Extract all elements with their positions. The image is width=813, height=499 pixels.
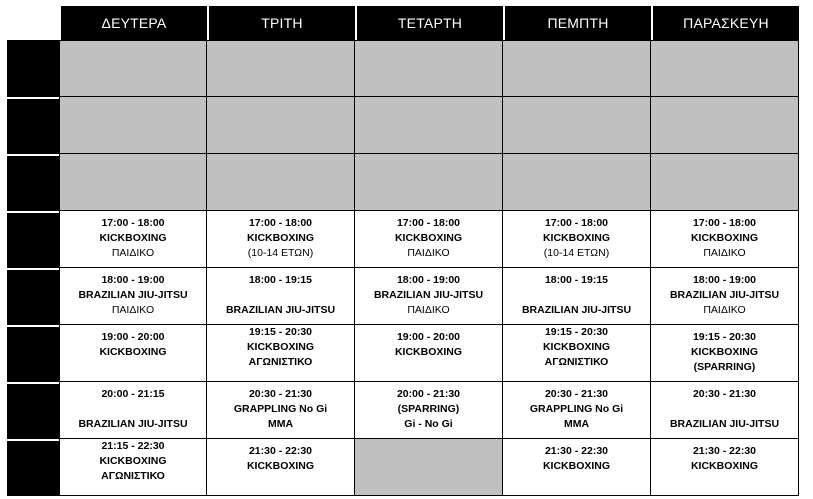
day-header: ΤΡΙΤΗ bbox=[207, 6, 355, 40]
class-time: 20:00 - 21:30 bbox=[396, 388, 461, 400]
class-detail: KICKBOXING bbox=[99, 346, 167, 358]
class-detail: ΠΑΙΔΙΚΟ bbox=[407, 304, 450, 316]
empty-slot bbox=[59, 154, 207, 211]
class-time: 21:30 - 22:30 bbox=[692, 445, 757, 457]
class-slot bbox=[207, 268, 355, 325]
class-detail: ΠΑΙΔΙΚΟ bbox=[703, 247, 746, 259]
class-slot bbox=[355, 382, 503, 439]
empty-slot bbox=[355, 97, 503, 154]
class-time: 18:00 - 19:15 bbox=[248, 274, 313, 286]
class-detail: KICKBOXING bbox=[690, 346, 759, 358]
class-time: 21:30 - 22:30 bbox=[544, 445, 609, 457]
class-detail: KICKBOXING bbox=[99, 455, 167, 467]
class-detail: ΠΑΙΔΙΚΟ bbox=[111, 247, 155, 259]
class-detail: BRAZILIAN JIU-JITSU bbox=[669, 289, 780, 301]
class-detail: KICKBOXING bbox=[690, 460, 759, 472]
row-label-block bbox=[7, 382, 59, 439]
class-time: 17:00 - 18:00 bbox=[544, 217, 609, 229]
day-header: ΠΕΜΠΤΗ bbox=[503, 6, 651, 40]
class-slot bbox=[207, 439, 355, 496]
class-detail: KICKBOXING bbox=[690, 232, 759, 244]
empty-slot bbox=[355, 40, 503, 97]
row-label-block bbox=[7, 439, 59, 496]
empty-slot bbox=[207, 40, 355, 97]
class-detail: ΠΑΙΔΙΚΟ bbox=[407, 247, 450, 259]
class-detail: BRAZILIAN JIU-JITSU bbox=[78, 289, 188, 301]
class-time: 17:00 - 18:00 bbox=[396, 217, 461, 229]
empty-slot bbox=[503, 97, 651, 154]
class-detail: ΠΑΙΔΙΚΟ bbox=[111, 304, 155, 316]
class-detail: KICKBOXING bbox=[246, 232, 315, 244]
class-time: 18:00 - 19:00 bbox=[692, 274, 757, 286]
class-detail: BRAZILIAN JIU-JITSU bbox=[78, 418, 188, 430]
class-time: 18:00 - 19:00 bbox=[396, 274, 461, 286]
class-detail: (10-14 ΕΤΩΝ) bbox=[543, 247, 610, 259]
class-detail: MMA bbox=[267, 418, 294, 430]
class-time: 17:00 - 18:00 bbox=[101, 217, 165, 229]
class-time: 21:15 - 22:30 bbox=[101, 440, 165, 452]
class-detail: KICKBOXING bbox=[542, 460, 611, 472]
class-time: 19:15 - 20:30 bbox=[692, 331, 757, 343]
row-label-block bbox=[7, 40, 59, 97]
row-label-block bbox=[7, 211, 59, 268]
class-detail: ΑΓΩΝΙΣΤΙΚΟ bbox=[248, 356, 313, 368]
class-time: 18:00 - 19:15 bbox=[544, 274, 609, 286]
class-slot bbox=[207, 325, 355, 382]
empty-slot bbox=[651, 154, 799, 211]
class-time: 19:15 - 20:30 bbox=[248, 326, 313, 338]
class-detail: GRAPPLING No Gi bbox=[233, 403, 328, 415]
class-slot bbox=[59, 439, 207, 496]
empty-slot bbox=[651, 40, 799, 97]
class-slot bbox=[651, 439, 799, 496]
empty-slot bbox=[207, 97, 355, 154]
row-label-block bbox=[7, 325, 59, 382]
class-detail: KICKBOXING bbox=[394, 232, 463, 244]
row-label-block bbox=[7, 268, 59, 325]
class-detail: Gi - No Gi bbox=[404, 418, 453, 430]
class-time: 19:00 - 20:00 bbox=[396, 331, 461, 343]
class-slot bbox=[503, 382, 651, 439]
day-header: ΠΑΡΑΣΚΕΥΗ bbox=[651, 6, 799, 40]
class-time: 19:15 - 20:30 bbox=[544, 326, 609, 338]
empty-slot bbox=[503, 154, 651, 211]
class-detail: KICKBOXING bbox=[99, 232, 167, 244]
class-detail: BRAZILIAN JIU-JITSU bbox=[373, 289, 484, 301]
empty-slot bbox=[59, 97, 207, 154]
empty-slot bbox=[503, 40, 651, 97]
class-detail: GRAPPLING No Gi bbox=[529, 403, 624, 415]
class-detail: KICKBOXING bbox=[246, 341, 315, 353]
day-header: ΔΕΥΤΕΡΑ bbox=[59, 6, 207, 40]
class-slot bbox=[59, 268, 207, 325]
class-detail: KICKBOXING bbox=[246, 460, 315, 472]
class-slot bbox=[503, 211, 651, 268]
empty-slot bbox=[355, 154, 503, 211]
weekly-schedule-table bbox=[7, 6, 799, 496]
class-slot bbox=[651, 211, 799, 268]
class-slot bbox=[355, 268, 503, 325]
class-slot bbox=[59, 325, 207, 382]
class-slot bbox=[59, 382, 207, 439]
class-time: 20:30 - 21:30 bbox=[248, 388, 313, 400]
empty-slot bbox=[59, 40, 207, 97]
class-detail: ΠΑΙΔΙΚΟ bbox=[703, 304, 746, 316]
empty-slot bbox=[651, 97, 799, 154]
empty-slot bbox=[355, 439, 503, 496]
day-header: ΤΕΤΑΡΤΗ bbox=[355, 6, 503, 40]
class-detail: (SPARRING) bbox=[397, 403, 460, 415]
class-slot bbox=[503, 325, 651, 382]
table-corner bbox=[7, 6, 59, 40]
class-slot bbox=[59, 211, 207, 268]
class-time: 18:00 - 19:00 bbox=[101, 274, 165, 286]
class-time: 20:30 - 21:30 bbox=[692, 388, 757, 400]
class-detail: BRAZILIAN JIU-JITSU bbox=[225, 304, 336, 316]
class-time: 17:00 - 18:00 bbox=[248, 217, 313, 229]
class-slot bbox=[503, 439, 651, 496]
class-time: 20:30 - 21:30 bbox=[544, 388, 609, 400]
class-slot bbox=[503, 268, 651, 325]
row-label-block bbox=[7, 97, 59, 154]
class-detail: (10-14 ΕΤΩΝ) bbox=[247, 247, 314, 259]
class-detail: KICKBOXING bbox=[542, 341, 611, 353]
class-slot bbox=[355, 211, 503, 268]
class-slot bbox=[207, 211, 355, 268]
class-slot bbox=[651, 325, 799, 382]
class-time: 17:00 - 18:00 bbox=[692, 217, 757, 229]
class-detail: KICKBOXING bbox=[542, 232, 611, 244]
class-time: 21:30 - 22:30 bbox=[248, 445, 313, 457]
class-time: 20:00 - 21:15 bbox=[101, 388, 165, 400]
class-detail: KICKBOXING bbox=[394, 346, 463, 358]
class-slot bbox=[355, 325, 503, 382]
class-slot bbox=[207, 382, 355, 439]
class-time: 19:00 - 20:00 bbox=[101, 331, 165, 343]
class-detail: ΑΓΩΝΙΣΤΙΚΟ bbox=[101, 470, 165, 482]
class-detail: BRAZILIAN JIU-JITSU bbox=[521, 304, 632, 316]
row-label-block bbox=[7, 154, 59, 211]
class-slot bbox=[651, 268, 799, 325]
class-detail: ΑΓΩΝΙΣΤΙΚΟ bbox=[544, 356, 609, 368]
class-slot bbox=[651, 382, 799, 439]
class-detail: MMA bbox=[563, 418, 590, 430]
class-detail: (SPARRING) bbox=[693, 361, 756, 373]
class-detail: BRAZILIAN JIU-JITSU bbox=[669, 418, 780, 430]
empty-slot bbox=[207, 154, 355, 211]
